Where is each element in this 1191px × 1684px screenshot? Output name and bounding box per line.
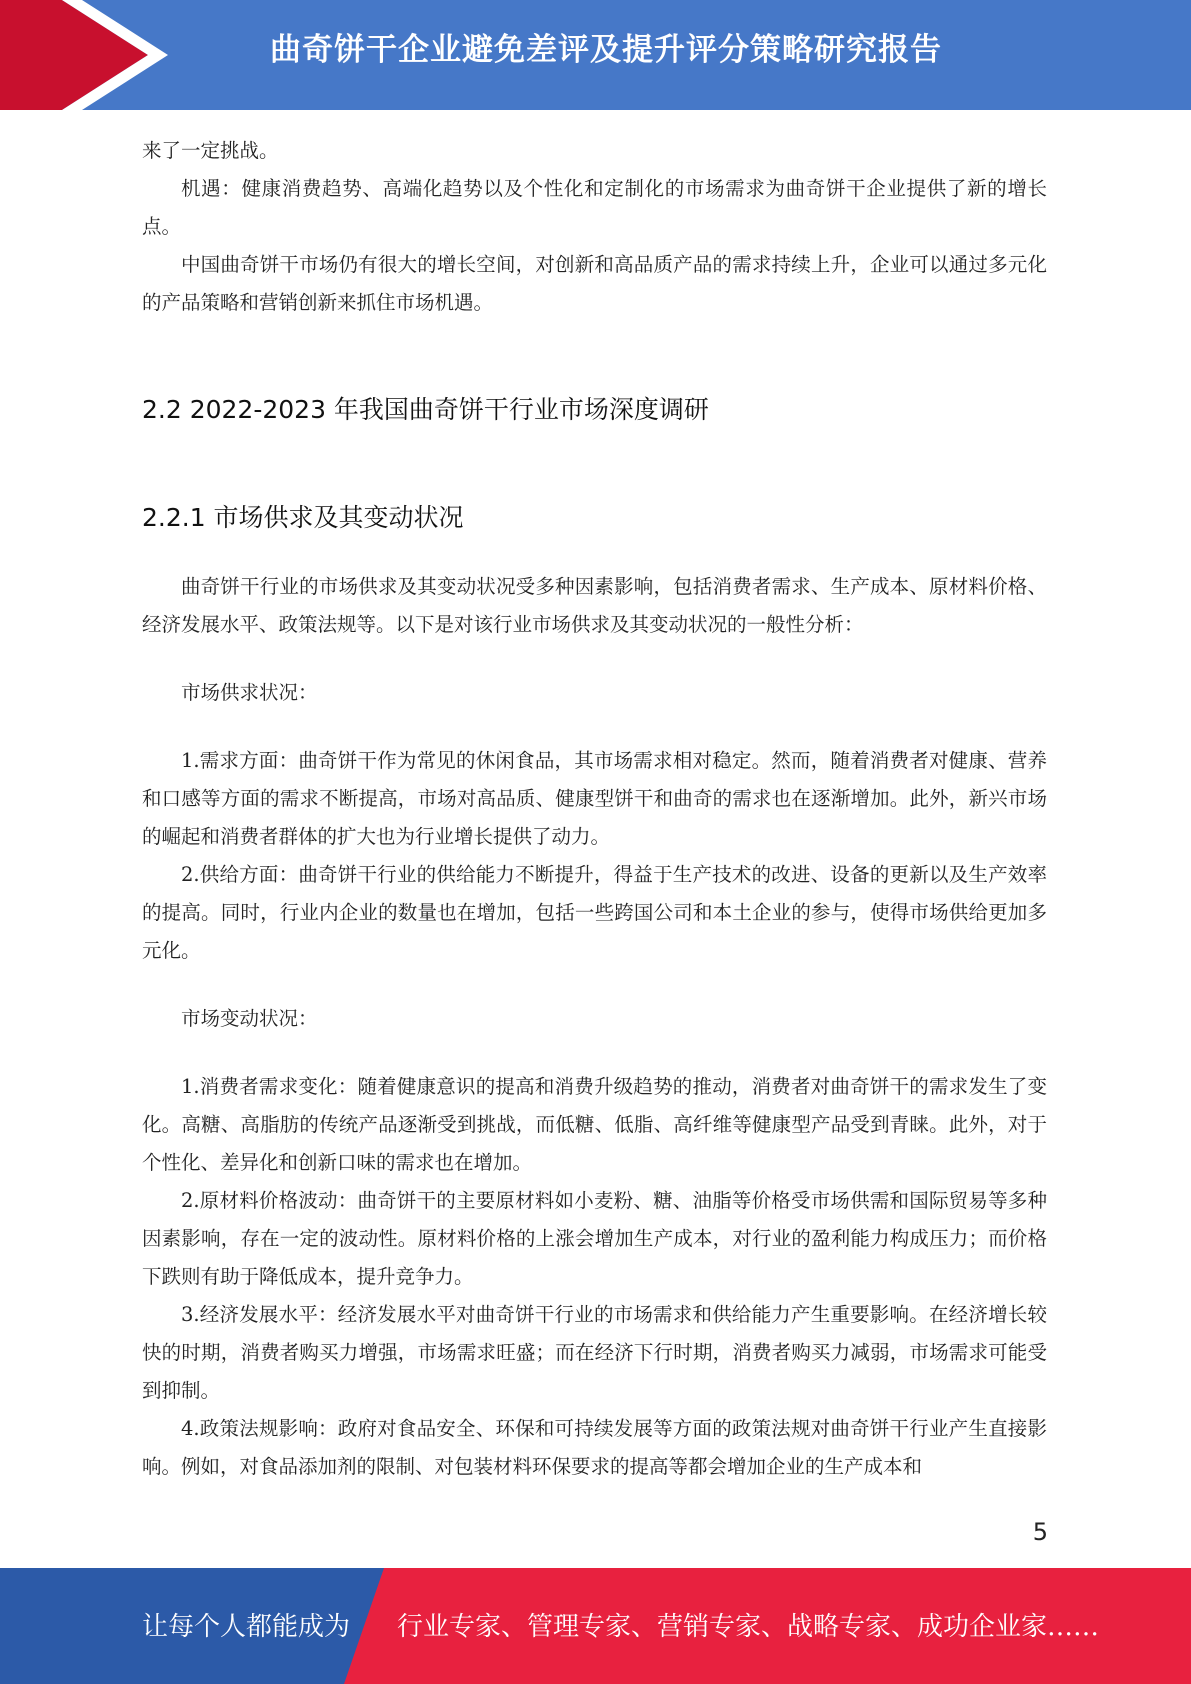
spacer <box>142 644 1047 674</box>
paragraph-supply-side: 2.供给方面：曲奇饼干行业的供给能力不断提升，得益于生产技术的改进、设备的更新以及生产效率的提高。同时，行业内企业的数量也在增加，包括一些跨国公司和本土企业的参与，使得市场供给更加多元化。 <box>142 863 1047 962</box>
page-body <box>142 132 1047 1486</box>
section-heading-2-2: 2.2 2022-2023 年我国曲奇饼干行业市场深度调研 <box>142 395 709 424</box>
document-title: 曲奇饼干企业避免差评及提升评分策略研究报告 <box>270 32 942 68</box>
paragraph-policy: 4.政策法规影响：政府对食品安全、环保和可持续发展等方面的政策法规对曲奇饼干行业产生直接影响。例如，对食品添加剂的限制、对包装材料环保要求的提高等都会增加企业的生产成本和 <box>142 1417 1047 1478</box>
paragraph-growth-space: 中国曲奇饼干市场仍有很大的增长空间，对创新和高品质产品的需求持续上升，企业可以通过多元化的产品策略和营销创新来抓住市场机遇。 <box>142 253 1047 314</box>
paragraph-supply-demand: 1.需求方面：曲奇饼干作为常见的休闲食品，其市场需求相对稳定。然而，随着消费者对健康、营养和口感等方面的需求不断提高，市场对高品质、健康型饼干和曲奇的需求也在逐渐增加。此外，新兴市场的崛起和消费者群体的扩大也为行业增长提供了动力。 <box>142 749 1047 848</box>
spacer <box>142 360 1047 390</box>
page-number: 5 <box>1032 1518 1048 1546</box>
footer-slogan-right: 行业专家、管理专家、营销专家、战略专家、成功企业家…… <box>397 1612 1100 1642</box>
subheading-supply-status: 市场供求状况： <box>181 681 318 704</box>
section-heading-2-2-1: 2.2.1 市场供求及其变动状况 <box>142 503 464 532</box>
footer-slogan-left: 让每个人都能成为 <box>142 1612 351 1642</box>
page-header <box>0 0 1191 110</box>
spacer <box>142 970 1047 1000</box>
spacer <box>142 322 1047 360</box>
spacer <box>142 538 1047 568</box>
spacer <box>142 430 1047 468</box>
paragraph-economy: 3.经济发展水平：经济发展水平对曲奇饼干行业的市场需求和供给能力产生重要影响。在经济增长较快的时期，消费者购买力增强，市场需求旺盛；而在经济下行时期，消费者购买力减弱，市场需求可能受到抑制。 <box>142 1303 1047 1402</box>
paragraph-opportunity: 机遇：健康消费趋势、高端化趋势以及个性化和定制化的市场需求为曲奇饼干企业提供了新的增长点。 <box>142 177 1047 238</box>
subheading-market-change: 市场变动状况： <box>181 1007 318 1030</box>
spacer <box>142 468 1047 498</box>
paragraph-supply-intro: 曲奇饼干行业的市场供求及其变动状况受多种因素影响，包括消费者需求、生产成本、原材料价格、经济发展水平、政策法规等。以下是对该行业市场供求及其变动状况的一般性分析： <box>142 575 1047 636</box>
spacer <box>142 1038 1047 1068</box>
spacer <box>142 712 1047 742</box>
paragraph-challenge-end: 来了一定挑战。 <box>142 139 279 162</box>
page-footer <box>0 1568 1191 1684</box>
paragraph-consumer-change: 1.消费者需求变化：随着健康意识的提高和消费升级趋势的推动，消费者对曲奇饼干的需求发生了变化。高糖、高脂肪的传统产品逐渐受到挑战，而低糖、低脂、高纤维等健康型产品受到青睐。此外，对于个性化、差异化和创新口味的需求也在增加。 <box>142 1075 1047 1174</box>
paragraph-raw-material: 2.原材料价格波动：曲奇饼干的主要原材料如小麦粉、糖、油脂等价格受市场供需和国际贸易等多种因素影响，存在一定的波动性。原材料价格的上涨会增加生产成本，对行业的盈利能力构成压力；而价格下跌则有助于降低成本，提升竞争力。 <box>142 1189 1047 1288</box>
